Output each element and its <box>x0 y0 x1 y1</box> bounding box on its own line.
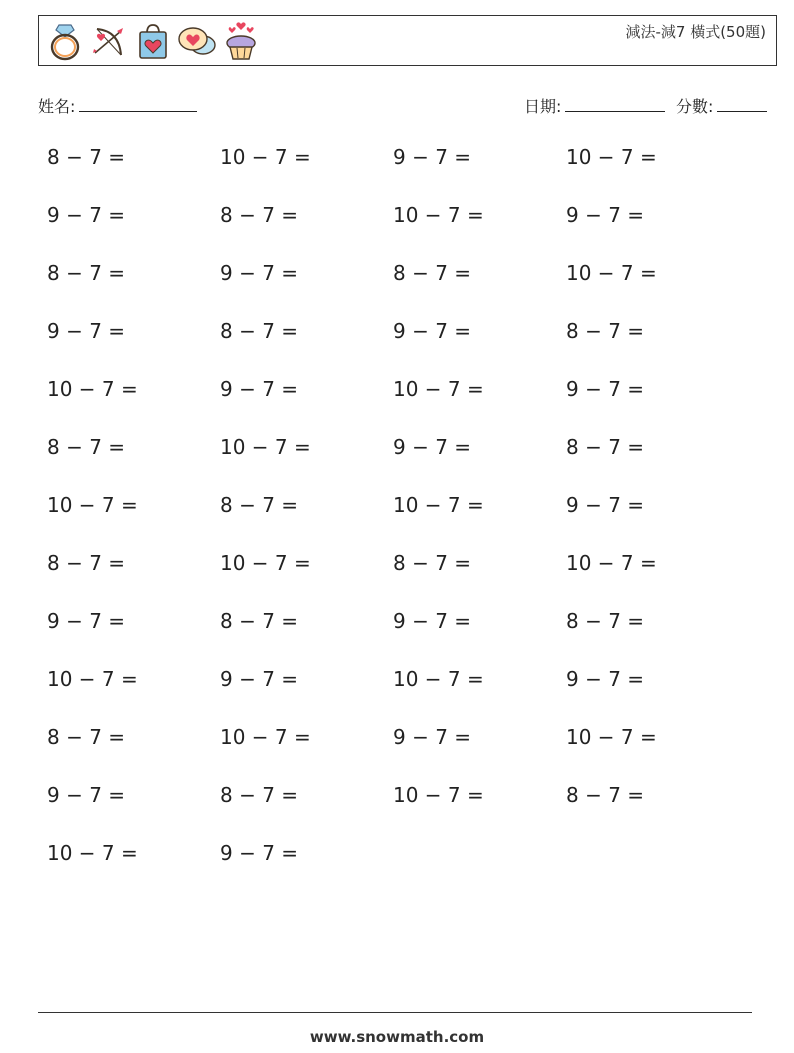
problem-item: 9 − 7 = <box>566 377 645 401</box>
heart-cupcake-icon <box>221 21 261 61</box>
problem-item: 9 − 7 = <box>566 493 645 517</box>
problem-item: 8 − 7 = <box>566 609 645 633</box>
problem-row <box>47 783 747 813</box>
problem-item: 8 − 7 = <box>220 493 299 517</box>
problem-item: 10 − 7 = <box>47 841 138 865</box>
problem-row <box>47 667 747 697</box>
problem-item: 9 − 7 = <box>220 841 299 865</box>
name-blank[interactable] <box>79 97 197 112</box>
problem-item: 8 − 7 = <box>47 725 126 749</box>
score-field <box>676 94 767 117</box>
problem-row <box>47 493 747 523</box>
problem-item: 10 − 7 = <box>47 493 138 517</box>
problem-item: 10 − 7 = <box>393 377 484 401</box>
problem-item: 10 − 7 = <box>393 783 484 807</box>
score-blank[interactable] <box>717 97 767 112</box>
footer-url: www.snowmath.com <box>309 1028 485 1046</box>
date-label: 日期: <box>524 97 562 116</box>
problem-row <box>47 609 747 639</box>
problem-item: 9 − 7 = <box>566 203 645 227</box>
problem-item: 9 − 7 = <box>393 435 472 459</box>
problem-item: 10 − 7 = <box>220 725 311 749</box>
problem-row <box>47 551 747 581</box>
problem-row <box>47 261 747 291</box>
problem-item: 10 − 7 = <box>393 493 484 517</box>
worksheet-header <box>38 15 777 66</box>
ring-icon <box>45 21 85 61</box>
problem-row <box>47 435 747 465</box>
problem-item: 9 − 7 = <box>220 667 299 691</box>
footer-divider <box>38 1012 752 1013</box>
problem-item: 10 − 7 = <box>220 435 311 459</box>
problem-row <box>47 319 747 349</box>
problem-item: 8 − 7 = <box>566 435 645 459</box>
heart-shopping-bag-icon <box>133 21 173 61</box>
problem-row <box>47 725 747 755</box>
problem-row <box>47 145 747 175</box>
heart-speech-bubbles-icon <box>177 21 217 61</box>
problem-item: 8 − 7 = <box>220 203 299 227</box>
problem-item: 9 − 7 = <box>220 261 299 285</box>
problem-item: 8 − 7 = <box>566 783 645 807</box>
problem-item: 8 − 7 = <box>47 435 126 459</box>
problem-item: 10 − 7 = <box>393 667 484 691</box>
worksheet-title: 減法-減7 橫式(50題) <box>625 23 766 41</box>
problem-item: 10 − 7 = <box>566 261 657 285</box>
problem-item: 10 − 7 = <box>566 551 657 575</box>
problem-item: 8 − 7 = <box>47 145 126 169</box>
problem-item: 9 − 7 = <box>393 725 472 749</box>
problem-item: 9 − 7 = <box>393 609 472 633</box>
problem-item: 10 − 7 = <box>47 377 138 401</box>
problem-row <box>47 841 747 871</box>
problem-item: 10 − 7 = <box>220 145 311 169</box>
problem-item: 9 − 7 = <box>47 783 126 807</box>
decorative-icons <box>45 20 261 62</box>
name-label: 姓名: <box>38 97 76 116</box>
name-field <box>38 94 197 117</box>
problem-item: 10 − 7 = <box>220 551 311 575</box>
score-label: 分數: <box>676 97 714 116</box>
problem-item: 9 − 7 = <box>220 377 299 401</box>
problem-item: 10 − 7 = <box>566 145 657 169</box>
problem-item: 10 − 7 = <box>566 725 657 749</box>
problem-row <box>47 203 747 233</box>
date-blank[interactable] <box>565 97 665 112</box>
problem-item: 8 − 7 = <box>220 783 299 807</box>
problem-item: 8 − 7 = <box>47 551 126 575</box>
problem-item: 8 − 7 = <box>220 609 299 633</box>
problem-item: 9 − 7 = <box>393 145 472 169</box>
problem-item: 8 − 7 = <box>393 551 472 575</box>
problem-item: 8 − 7 = <box>47 261 126 285</box>
problem-item: 9 − 7 = <box>566 667 645 691</box>
problem-item: 9 − 7 = <box>47 319 126 343</box>
problem-item: 9 − 7 = <box>393 319 472 343</box>
problem-item: 8 − 7 = <box>220 319 299 343</box>
problem-row <box>47 377 747 407</box>
problem-item: 9 − 7 = <box>47 203 126 227</box>
problem-item: 8 − 7 = <box>566 319 645 343</box>
cupid-bow-icon <box>89 21 129 61</box>
problem-item: 8 − 7 = <box>393 261 472 285</box>
date-field <box>524 94 665 117</box>
problem-item: 9 − 7 = <box>47 609 126 633</box>
problem-item: 10 − 7 = <box>393 203 484 227</box>
problem-item: 10 − 7 = <box>47 667 138 691</box>
